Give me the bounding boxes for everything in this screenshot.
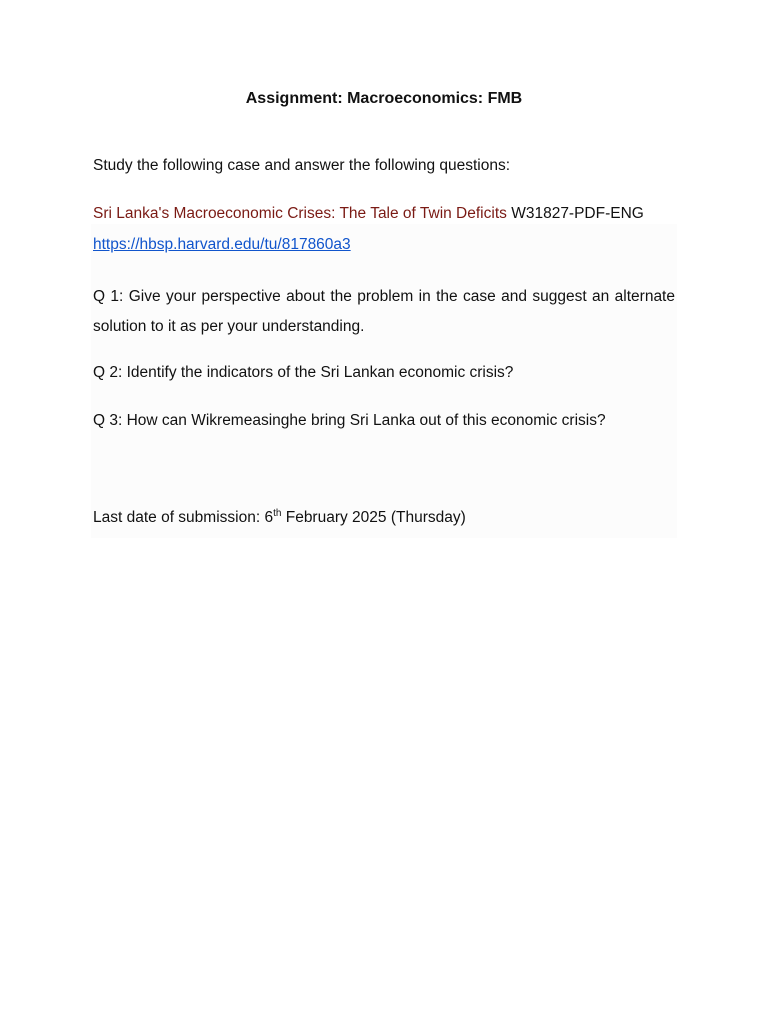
assignment-title: Assignment: Macroeconomics: FMB	[245, 90, 523, 107]
case-title: Sri Lanka's Macroeconomic Crises: The Tale of Twin Deficits	[93, 205, 507, 222]
case-link[interactable]: https://hbsp.harvard.edu/tu/817860a3	[93, 236, 351, 253]
intro-text: Study the following case and answer the following questions:	[93, 157, 511, 174]
deadline-prefix: Last date of submission: 6	[93, 509, 274, 526]
deadline-suffix: February 2025 (Thursday)	[281, 509, 466, 526]
case-link-line	[93, 234, 675, 256]
case-reference	[93, 203, 675, 225]
submission-deadline	[93, 507, 675, 529]
question-2: Q 2: Identify the indicators of the Sri Lankan economic crisis?	[93, 364, 514, 381]
case-code: W31827-PDF-ENG	[511, 205, 644, 222]
question-1: Q 1: Give your perspective about the problem in the case and suggest an alternate solution to it as per your understanding.	[93, 288, 675, 335]
deadline-ordinal: th	[273, 507, 282, 519]
question-3: Q 3: How can Wikremeasinghe bring Sri Lanka out of this economic crisis?	[93, 412, 606, 429]
